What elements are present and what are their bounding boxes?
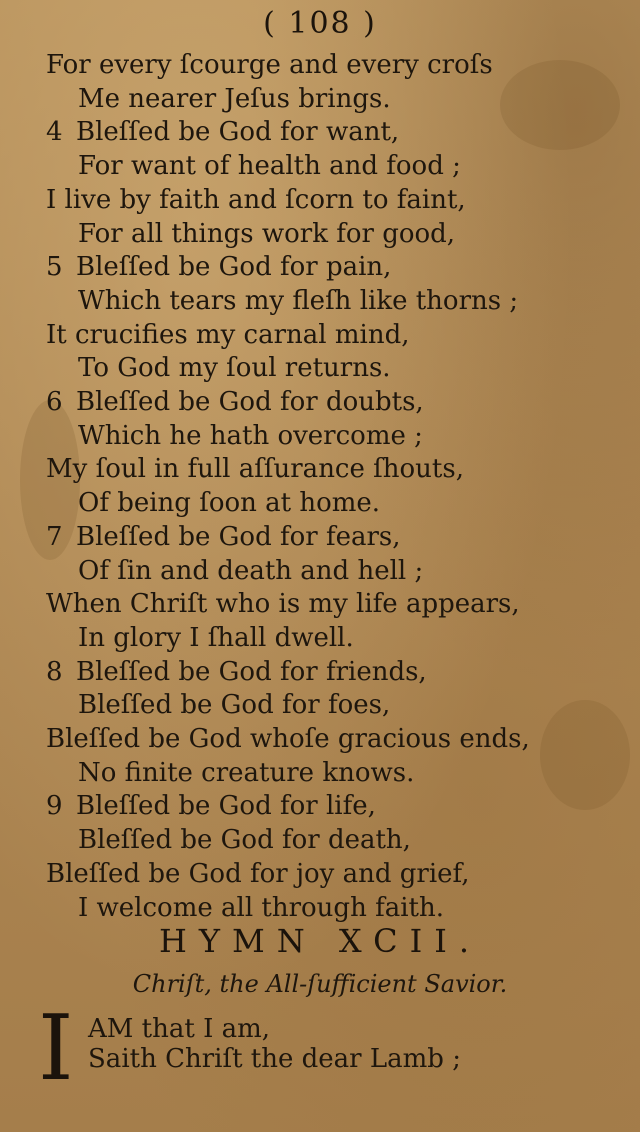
verse-line xyxy=(78,84,391,114)
verse-line xyxy=(46,117,399,147)
verse-text: Bleſſed be God for life, xyxy=(76,791,376,821)
hymn-first-line: AM that I am, xyxy=(88,1014,271,1044)
verse-line xyxy=(46,320,409,350)
drop-cap: I xyxy=(38,996,74,1101)
verse-text: For every ſcourge and every croſs xyxy=(46,50,493,80)
verse-line xyxy=(78,421,423,451)
verse-line xyxy=(46,454,464,484)
verse-line xyxy=(78,219,455,249)
stanza-number: 6 xyxy=(46,387,63,417)
verse-line xyxy=(46,522,401,552)
verse-line xyxy=(46,724,530,754)
verse-text: I welcome all through faith. xyxy=(78,893,444,923)
verse-text: Of ſin and death and hell ; xyxy=(78,556,424,586)
verse-text: I live by faith and ſcorn to faint, xyxy=(46,185,466,215)
stanza-number: 8 xyxy=(46,657,63,687)
stanza-number: 9 xyxy=(46,791,63,821)
verse-line xyxy=(78,825,411,855)
verse-text: Which he hath overcome ; xyxy=(78,421,423,451)
stanza-number: 4 xyxy=(46,117,63,147)
verse-text: In glory I ſhall dwell. xyxy=(78,623,354,653)
verse-line xyxy=(46,589,520,619)
stanza-number: 5 xyxy=(46,252,63,282)
verse-text: Bleſſed be God for friends, xyxy=(76,657,427,687)
verse-line xyxy=(78,286,518,316)
verse-line xyxy=(78,623,354,653)
verse-line xyxy=(46,791,376,821)
verse-line xyxy=(78,488,380,518)
verse-line xyxy=(46,252,391,282)
verse-text: For all things work for good, xyxy=(78,219,456,249)
verse-text: Bleſſed be God for foes, xyxy=(78,690,391,720)
verse-text: Bleſſed be God for doubts, xyxy=(76,387,424,417)
verse-text: To God my ſoul returns. xyxy=(78,353,391,383)
verse-line xyxy=(78,556,423,586)
verse-text: Bleſſed be God for death, xyxy=(78,825,411,855)
hymn-title: HYMN XCII. xyxy=(158,922,482,960)
paper-stain xyxy=(500,60,620,150)
verse-line xyxy=(46,50,493,80)
verse-text: No finite creature knows. xyxy=(78,758,415,788)
verse-line xyxy=(78,151,461,181)
page-number: ( 108 ) xyxy=(263,6,377,41)
verse-line xyxy=(46,859,470,889)
verse-text: For want of health and food ; xyxy=(78,151,461,181)
verse-text: Me nearer Jeſus brings. xyxy=(78,84,391,114)
verse-text: Bleſſed be God for want, xyxy=(76,117,400,147)
verse-line xyxy=(78,353,391,383)
verse-text: When Chriſt who is my life appears, xyxy=(46,589,520,619)
verse-text: My ſoul in full aſſurance ſhouts, xyxy=(46,454,464,484)
verse-line xyxy=(46,387,424,417)
hymn-second-line: Saith Chriſt the dear Lamb ; xyxy=(88,1044,461,1074)
verse-text: Bleſſed be God for fears, xyxy=(76,522,401,552)
verse-line xyxy=(46,185,466,215)
stanza-number: 7 xyxy=(46,522,63,552)
verse-text: Which tears my fleſh like thorns ; xyxy=(78,286,519,316)
verse-text: Bleſſed be God whoſe gracious ends, xyxy=(46,724,530,754)
verse-text: Of being ſoon at home. xyxy=(78,488,381,518)
hymn-subtitle: Chriſt, the All-ſufficient Savior. xyxy=(132,970,508,998)
verse-line xyxy=(78,758,414,788)
paper-stain xyxy=(540,700,630,810)
verse-line xyxy=(78,690,390,720)
verse-line xyxy=(46,657,427,687)
verse-text: It crucifies my carnal mind, xyxy=(46,320,410,350)
verse-text: Bleſſed be God for pain, xyxy=(76,252,392,282)
verse-line xyxy=(78,893,444,923)
verse-text: Bleſſed be God for joy and grief, xyxy=(46,859,470,889)
